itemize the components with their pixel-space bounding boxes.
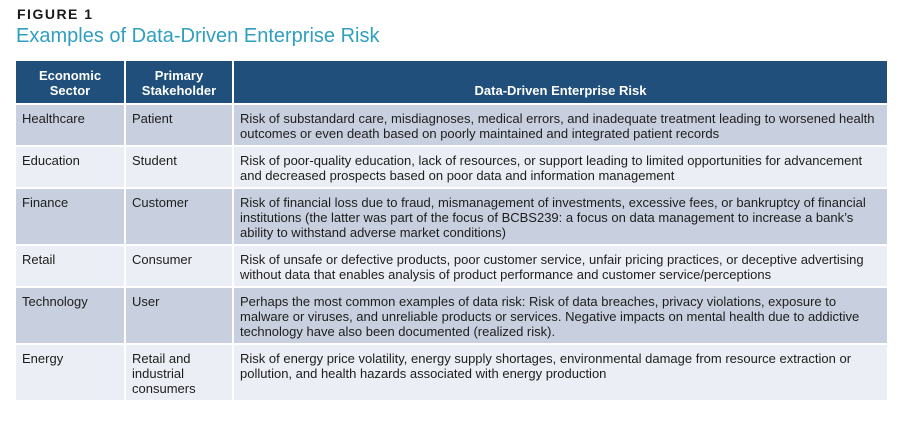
header-primary-stakeholder: Primary Stakeholder — [125, 61, 233, 104]
cell-sector: Technology — [16, 287, 125, 344]
figure-title: Examples of Data-Driven Enterprise Risk — [16, 25, 380, 47]
cell-stakeholder: Consumer — [125, 245, 233, 287]
cell-stakeholder: Customer — [125, 188, 233, 245]
table-row — [16, 344, 887, 400]
cell-sector: Education — [16, 146, 125, 188]
table-row — [16, 146, 887, 188]
table-header — [16, 61, 887, 104]
table-row — [16, 287, 887, 344]
table-row — [16, 245, 887, 287]
cell-risk: Risk of poor-quality education, lack of resources, or support leading to limited opportunities for advancement and decreased prospects based on poor data and information management — [233, 146, 887, 188]
cell-stakeholder: Retail and industrial consumers — [125, 344, 233, 400]
cell-risk: Perhaps the most common examples of data risk: Risk of data breaches, privacy violations, exposure to malware or viruses, and unreliable products or services. Negative impacts on mental health due to addictive technology have also been documented (realized risk). — [233, 287, 887, 344]
cell-risk: Risk of energy price volatility, energy supply shortages, environmental damage from resource extraction or pollution, and health hazards associated with energy production — [233, 344, 887, 400]
cell-risk: Risk of unsafe or defective products, poor customer service, unfair pricing practices, or deceptive advertising without data that enables analysis of product performance and customer service/perceptions — [233, 245, 887, 287]
table-body — [16, 104, 887, 400]
cell-stakeholder: Patient — [125, 104, 233, 146]
cell-stakeholder: User — [125, 287, 233, 344]
cell-sector: Energy — [16, 344, 125, 400]
figure-label: FIGURE 1 — [17, 6, 94, 22]
cell-risk: Risk of substandard care, misdiagnoses, medical errors, and inadequate treatment leading to worsened health outcomes or even death based on poorly maintained and integrated patient records — [233, 104, 887, 146]
header-row — [16, 61, 887, 104]
header-enterprise-risk: Data-Driven Enterprise Risk — [233, 61, 887, 104]
cell-sector: Retail — [16, 245, 125, 287]
cell-stakeholder: Student — [125, 146, 233, 188]
table-row — [16, 188, 887, 245]
cell-sector: Healthcare — [16, 104, 125, 146]
table-row — [16, 104, 887, 146]
cell-sector: Finance — [16, 188, 125, 245]
cell-risk: Risk of financial loss due to fraud, mismanagement of investments, excessive fees, or bankruptcy of financial institutions (the latter was part of the focus of BCBS239: a focus on data management to increase a bank’s ability to withstand adverse market conditions) — [233, 188, 887, 245]
risk-table — [16, 61, 887, 400]
header-economic-sector: Economic Sector — [16, 61, 125, 104]
